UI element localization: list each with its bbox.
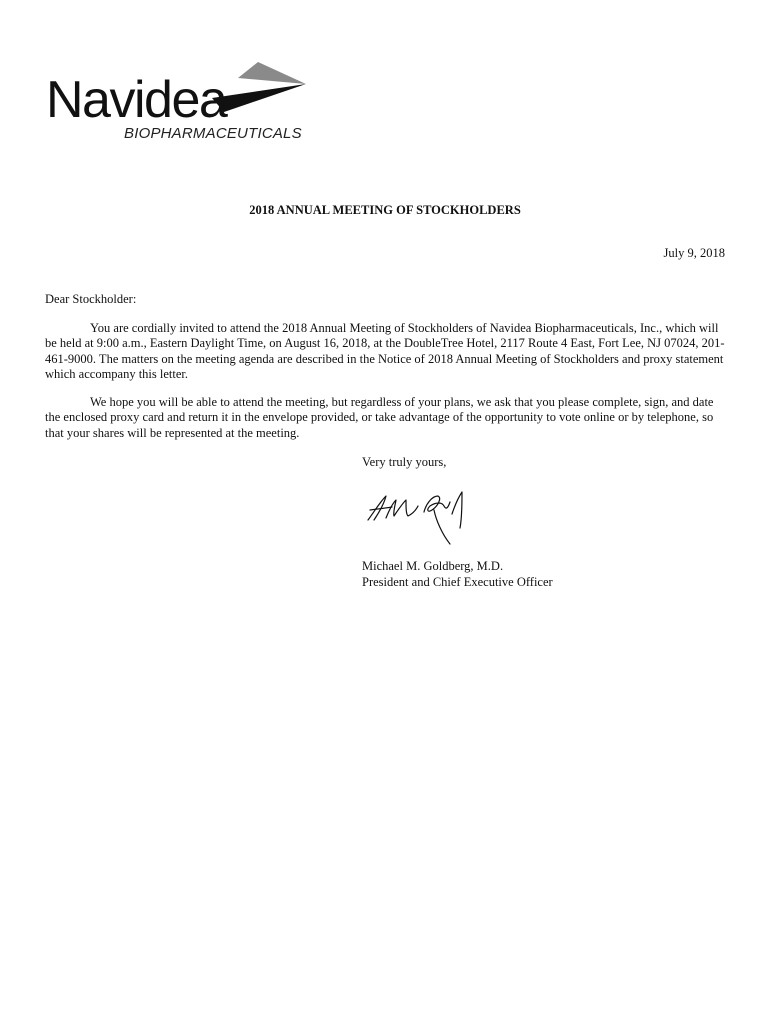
logo-subtitle: BIOPHARMACEUTICALS [124, 125, 302, 142]
signer-title: President and Chief Executive Officer [362, 574, 553, 589]
salutation: Dear Stockholder: [45, 292, 137, 306]
closing: Very truly yours, [362, 455, 447, 469]
logo-wordmark: Navidea [46, 71, 227, 129]
signer-block [362, 559, 553, 590]
letter-title: 2018 ANNUAL MEETING OF STOCKHOLDERS [249, 203, 521, 217]
letter-date: July 9, 2018 [663, 246, 725, 260]
body-paragraph-proxy: We hope you will be able to attend the meeting, but regardless of your plans, we ask that you please complete, sign, and date the enclosed proxy card and return it in the envelope provided, or take advantage of the opportunity to vote online or by telephone, so that your shares will be represented at the meeting. [45, 395, 714, 440]
body-paragraph-invitation: You are cordially invited to attend the 2018 Annual Meeting of Stockholders of Navidea Biopharmaceuticals, Inc., which will be held at 9:00 a.m., Eastern Daylight Time, on August 16, 2018, at the DoubleTree Hotel, 2117 Route 4 East, Fort Lee, NJ 07024, 201-461-9000. The matters on the meeting agenda are described in the Notice of 2018 Annual Meeting of Stockholders and proxy statement which accompany this letter. [45, 321, 725, 381]
signer-name: Michael M. Goldberg, M.D. [362, 559, 504, 573]
company-logo [44, 60, 306, 146]
handwritten-signature [364, 488, 476, 548]
